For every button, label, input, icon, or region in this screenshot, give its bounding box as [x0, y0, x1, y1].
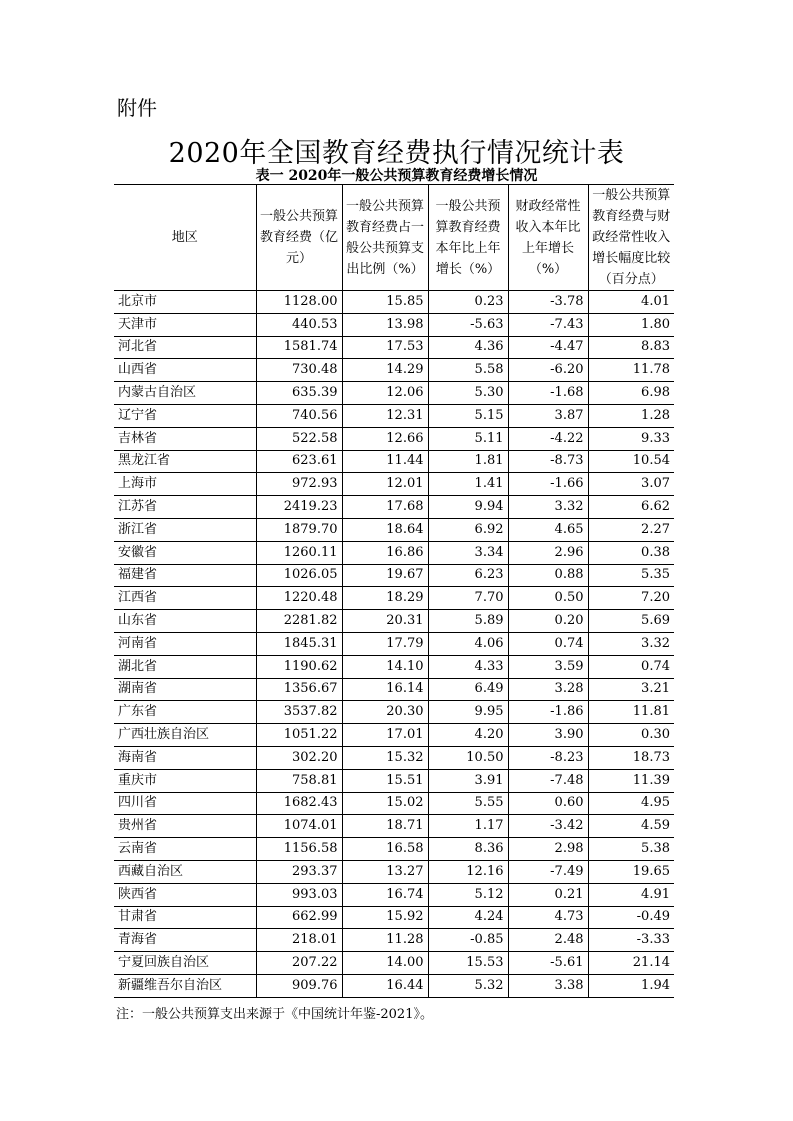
difference-cell: 4.95: [588, 792, 674, 815]
difference-cell: 11.81: [588, 701, 674, 724]
page-title: 2020年全国教育经费执行情况统计表: [168, 138, 625, 169]
funding-growth-cell: 6.23: [428, 564, 508, 587]
funding-growth-cell: 3.91: [428, 769, 508, 792]
header-region: 地区: [114, 185, 256, 291]
difference-cell: 18.73: [588, 746, 674, 769]
table-row: [114, 792, 674, 815]
share-cell: 15.32: [342, 746, 428, 769]
education-funding-table: [114, 184, 674, 998]
funding-cell: 1190.62: [256, 655, 342, 678]
table-row: [114, 587, 674, 610]
region-cell: 河南省: [114, 632, 256, 655]
table-row: [114, 906, 674, 929]
difference-cell: 3.32: [588, 632, 674, 655]
funding-growth-cell: 1.17: [428, 815, 508, 838]
funding-cell: 730.48: [256, 359, 342, 382]
difference-cell: 5.35: [588, 564, 674, 587]
region-cell: 辽宁省: [114, 404, 256, 427]
revenue-growth-cell: 0.74: [508, 632, 588, 655]
funding-cell: 1026.05: [256, 564, 342, 587]
share-cell: 15.92: [342, 906, 428, 929]
table-row: [114, 313, 674, 336]
table-row: [114, 541, 674, 564]
region-cell: 宁夏回族自治区: [114, 952, 256, 975]
table-row: [114, 610, 674, 633]
funding-growth-cell: 4.36: [428, 336, 508, 359]
region-cell: 云南省: [114, 838, 256, 861]
revenue-growth-cell: 0.50: [508, 587, 588, 610]
table-row: [114, 678, 674, 701]
region-cell: 内蒙古自治区: [114, 382, 256, 405]
difference-cell: 0.38: [588, 541, 674, 564]
revenue-growth-cell: -8.73: [508, 450, 588, 473]
share-cell: 16.86: [342, 541, 428, 564]
funding-cell: 1156.58: [256, 838, 342, 861]
table-row: [114, 838, 674, 861]
funding-growth-cell: -0.85: [428, 929, 508, 952]
difference-cell: 4.91: [588, 883, 674, 906]
revenue-growth-cell: 3.87: [508, 404, 588, 427]
funding-cell: 1356.67: [256, 678, 342, 701]
share-cell: 15.51: [342, 769, 428, 792]
funding-growth-cell: 5.32: [428, 974, 508, 997]
difference-cell: 5.69: [588, 610, 674, 633]
difference-cell: -3.33: [588, 929, 674, 952]
share-cell: 12.01: [342, 473, 428, 496]
region-cell: 西藏自治区: [114, 860, 256, 883]
funding-cell: 1879.70: [256, 518, 342, 541]
share-cell: 14.10: [342, 655, 428, 678]
difference-cell: 5.38: [588, 838, 674, 861]
difference-cell: 1.28: [588, 404, 674, 427]
funding-cell: 1845.31: [256, 632, 342, 655]
revenue-growth-cell: 3.28: [508, 678, 588, 701]
table-row: [114, 746, 674, 769]
region-cell: 上海市: [114, 473, 256, 496]
table-row: [114, 769, 674, 792]
region-cell: 甘肃省: [114, 906, 256, 929]
difference-cell: 3.07: [588, 473, 674, 496]
share-cell: 18.64: [342, 518, 428, 541]
table-row: [114, 929, 674, 952]
share-cell: 12.06: [342, 382, 428, 405]
funding-growth-cell: 4.33: [428, 655, 508, 678]
difference-cell: 8.83: [588, 336, 674, 359]
region-cell: 天津市: [114, 313, 256, 336]
funding-cell: 662.99: [256, 906, 342, 929]
revenue-growth-cell: -1.66: [508, 473, 588, 496]
region-cell: 陕西省: [114, 883, 256, 906]
header-share-of-expenditure: 一般公共预算教育经费占一般公共预算支出比例（%）: [342, 185, 428, 291]
share-cell: 16.74: [342, 883, 428, 906]
table-row: [114, 291, 674, 314]
table-row: [114, 564, 674, 587]
funding-cell: 207.22: [256, 952, 342, 975]
share-cell: 17.53: [342, 336, 428, 359]
region-cell: 河北省: [114, 336, 256, 359]
table-row: [114, 382, 674, 405]
funding-growth-cell: 7.70: [428, 587, 508, 610]
region-cell: 新疆维吾尔自治区: [114, 974, 256, 997]
funding-growth-cell: 6.49: [428, 678, 508, 701]
funding-cell: 1682.43: [256, 792, 342, 815]
share-cell: 16.14: [342, 678, 428, 701]
funding-growth-cell: -5.63: [428, 313, 508, 336]
funding-growth-cell: 10.50: [428, 746, 508, 769]
table-row: [114, 359, 674, 382]
share-cell: 11.28: [342, 929, 428, 952]
difference-cell: 1.80: [588, 313, 674, 336]
funding-cell: 218.01: [256, 929, 342, 952]
table-row: [114, 974, 674, 997]
revenue-growth-cell: 0.88: [508, 564, 588, 587]
share-cell: 18.29: [342, 587, 428, 610]
revenue-growth-cell: 0.21: [508, 883, 588, 906]
table-row: [114, 427, 674, 450]
share-cell: 13.98: [342, 313, 428, 336]
funding-growth-cell: 15.53: [428, 952, 508, 975]
revenue-growth-cell: 3.59: [508, 655, 588, 678]
region-cell: 黑龙江省: [114, 450, 256, 473]
difference-cell: -0.49: [588, 906, 674, 929]
funding-growth-cell: 4.24: [428, 906, 508, 929]
share-cell: 20.31: [342, 610, 428, 633]
revenue-growth-cell: 3.32: [508, 496, 588, 519]
funding-growth-cell: 5.11: [428, 427, 508, 450]
header-revenue-growth: 财政经常性收入本年比上年增长（%）: [508, 185, 588, 291]
revenue-growth-cell: 3.38: [508, 974, 588, 997]
region-cell: 贵州省: [114, 815, 256, 838]
region-cell: 山东省: [114, 610, 256, 633]
share-cell: 14.00: [342, 952, 428, 975]
table-row: [114, 404, 674, 427]
difference-cell: 9.33: [588, 427, 674, 450]
funding-cell: 1581.74: [256, 336, 342, 359]
difference-cell: 4.01: [588, 291, 674, 314]
region-cell: 吉林省: [114, 427, 256, 450]
share-cell: 17.79: [342, 632, 428, 655]
difference-cell: 7.20: [588, 587, 674, 610]
difference-cell: 0.30: [588, 724, 674, 747]
funding-cell: 623.61: [256, 450, 342, 473]
region-cell: 广西壮族自治区: [114, 724, 256, 747]
funding-growth-cell: 5.89: [428, 610, 508, 633]
revenue-growth-cell: 2.48: [508, 929, 588, 952]
funding-growth-cell: 12.16: [428, 860, 508, 883]
region-cell: 浙江省: [114, 518, 256, 541]
funding-cell: 1128.00: [256, 291, 342, 314]
table-row: [114, 450, 674, 473]
funding-growth-cell: 5.30: [428, 382, 508, 405]
region-cell: 山西省: [114, 359, 256, 382]
share-cell: 17.68: [342, 496, 428, 519]
table-row: [114, 724, 674, 747]
table-row: [114, 655, 674, 678]
difference-cell: 2.27: [588, 518, 674, 541]
funding-growth-cell: 1.81: [428, 450, 508, 473]
funding-cell: 972.93: [256, 473, 342, 496]
table-row: [114, 336, 674, 359]
region-cell: 北京市: [114, 291, 256, 314]
funding-cell: 740.56: [256, 404, 342, 427]
revenue-growth-cell: -3.78: [508, 291, 588, 314]
revenue-growth-cell: -3.42: [508, 815, 588, 838]
funding-growth-cell: 4.20: [428, 724, 508, 747]
revenue-growth-cell: -1.86: [508, 701, 588, 724]
revenue-growth-cell: 2.98: [508, 838, 588, 861]
region-cell: 江苏省: [114, 496, 256, 519]
funding-cell: 758.81: [256, 769, 342, 792]
funding-cell: 1220.48: [256, 587, 342, 610]
revenue-growth-cell: -8.23: [508, 746, 588, 769]
attachment-label: 附件: [117, 96, 157, 120]
funding-growth-cell: 0.23: [428, 291, 508, 314]
region-cell: 湖南省: [114, 678, 256, 701]
difference-cell: 4.59: [588, 815, 674, 838]
difference-cell: 11.78: [588, 359, 674, 382]
funding-cell: 1260.11: [256, 541, 342, 564]
funding-growth-cell: 5.15: [428, 404, 508, 427]
funding-cell: 635.39: [256, 382, 342, 405]
share-cell: 12.66: [342, 427, 428, 450]
revenue-growth-cell: -6.20: [508, 359, 588, 382]
table-row: [114, 632, 674, 655]
table-row: [114, 518, 674, 541]
funding-cell: 302.20: [256, 746, 342, 769]
funding-growth-cell: 5.58: [428, 359, 508, 382]
region-cell: 重庆市: [114, 769, 256, 792]
funding-cell: 2419.23: [256, 496, 342, 519]
funding-cell: 3537.82: [256, 701, 342, 724]
funding-growth-cell: 9.94: [428, 496, 508, 519]
share-cell: 16.58: [342, 838, 428, 861]
funding-growth-cell: 3.34: [428, 541, 508, 564]
table-row: [114, 883, 674, 906]
share-cell: 20.30: [342, 701, 428, 724]
region-cell: 广东省: [114, 701, 256, 724]
share-cell: 16.44: [342, 974, 428, 997]
revenue-growth-cell: 4.73: [508, 906, 588, 929]
funding-growth-cell: 4.06: [428, 632, 508, 655]
share-cell: 14.29: [342, 359, 428, 382]
header-education-funding: 一般公共预算教育经费（亿元）: [256, 185, 342, 291]
table-row: [114, 473, 674, 496]
share-cell: 15.85: [342, 291, 428, 314]
funding-growth-cell: 5.12: [428, 883, 508, 906]
funding-cell: 293.37: [256, 860, 342, 883]
footnote: 注：一般公共预算支出来源于《中国统计年鉴-2021》。: [116, 1007, 433, 1022]
difference-cell: 6.62: [588, 496, 674, 519]
funding-cell: 1074.01: [256, 815, 342, 838]
table-subtitle: 表一 2020年一般公共预算教育经费增长情况: [255, 168, 538, 184]
difference-cell: 0.74: [588, 655, 674, 678]
funding-cell: 440.53: [256, 313, 342, 336]
table-row: [114, 952, 674, 975]
region-cell: 青海省: [114, 929, 256, 952]
funding-cell: 522.58: [256, 427, 342, 450]
funding-cell: 1051.22: [256, 724, 342, 747]
table-header-row: [114, 185, 674, 291]
difference-cell: 6.98: [588, 382, 674, 405]
table-row: [114, 815, 674, 838]
region-cell: 海南省: [114, 746, 256, 769]
table-row: [114, 701, 674, 724]
revenue-growth-cell: 4.65: [508, 518, 588, 541]
funding-growth-cell: 8.36: [428, 838, 508, 861]
difference-cell: 10.54: [588, 450, 674, 473]
revenue-growth-cell: 2.96: [508, 541, 588, 564]
difference-cell: 11.39: [588, 769, 674, 792]
funding-growth-cell: 6.92: [428, 518, 508, 541]
revenue-growth-cell: -7.49: [508, 860, 588, 883]
funding-growth-cell: 1.41: [428, 473, 508, 496]
table-row: [114, 860, 674, 883]
revenue-growth-cell: -7.48: [508, 769, 588, 792]
revenue-growth-cell: 0.20: [508, 610, 588, 633]
header-growth-difference: 一般公共预算教育经费与财政经常性收入增长幅度比较（百分点）: [588, 185, 674, 291]
region-cell: 四川省: [114, 792, 256, 815]
difference-cell: 19.65: [588, 860, 674, 883]
difference-cell: 3.21: [588, 678, 674, 701]
share-cell: 15.02: [342, 792, 428, 815]
revenue-growth-cell: -1.68: [508, 382, 588, 405]
revenue-growth-cell: -5.61: [508, 952, 588, 975]
difference-cell: 1.94: [588, 974, 674, 997]
share-cell: 19.67: [342, 564, 428, 587]
region-cell: 安徽省: [114, 541, 256, 564]
funding-cell: 993.03: [256, 883, 342, 906]
region-cell: 湖北省: [114, 655, 256, 678]
revenue-growth-cell: 3.90: [508, 724, 588, 747]
table-row: [114, 496, 674, 519]
share-cell: 13.27: [342, 860, 428, 883]
region-cell: 福建省: [114, 564, 256, 587]
funding-cell: 2281.82: [256, 610, 342, 633]
revenue-growth-cell: 0.60: [508, 792, 588, 815]
funding-cell: 909.76: [256, 974, 342, 997]
share-cell: 12.31: [342, 404, 428, 427]
revenue-growth-cell: -7.43: [508, 313, 588, 336]
difference-cell: 21.14: [588, 952, 674, 975]
header-funding-growth: 一般公共预算教育经费本年比上年增长（%）: [428, 185, 508, 291]
region-cell: 江西省: [114, 587, 256, 610]
funding-growth-cell: 9.95: [428, 701, 508, 724]
revenue-growth-cell: -4.47: [508, 336, 588, 359]
revenue-growth-cell: -4.22: [508, 427, 588, 450]
share-cell: 17.01: [342, 724, 428, 747]
funding-growth-cell: 5.55: [428, 792, 508, 815]
share-cell: 11.44: [342, 450, 428, 473]
share-cell: 18.71: [342, 815, 428, 838]
